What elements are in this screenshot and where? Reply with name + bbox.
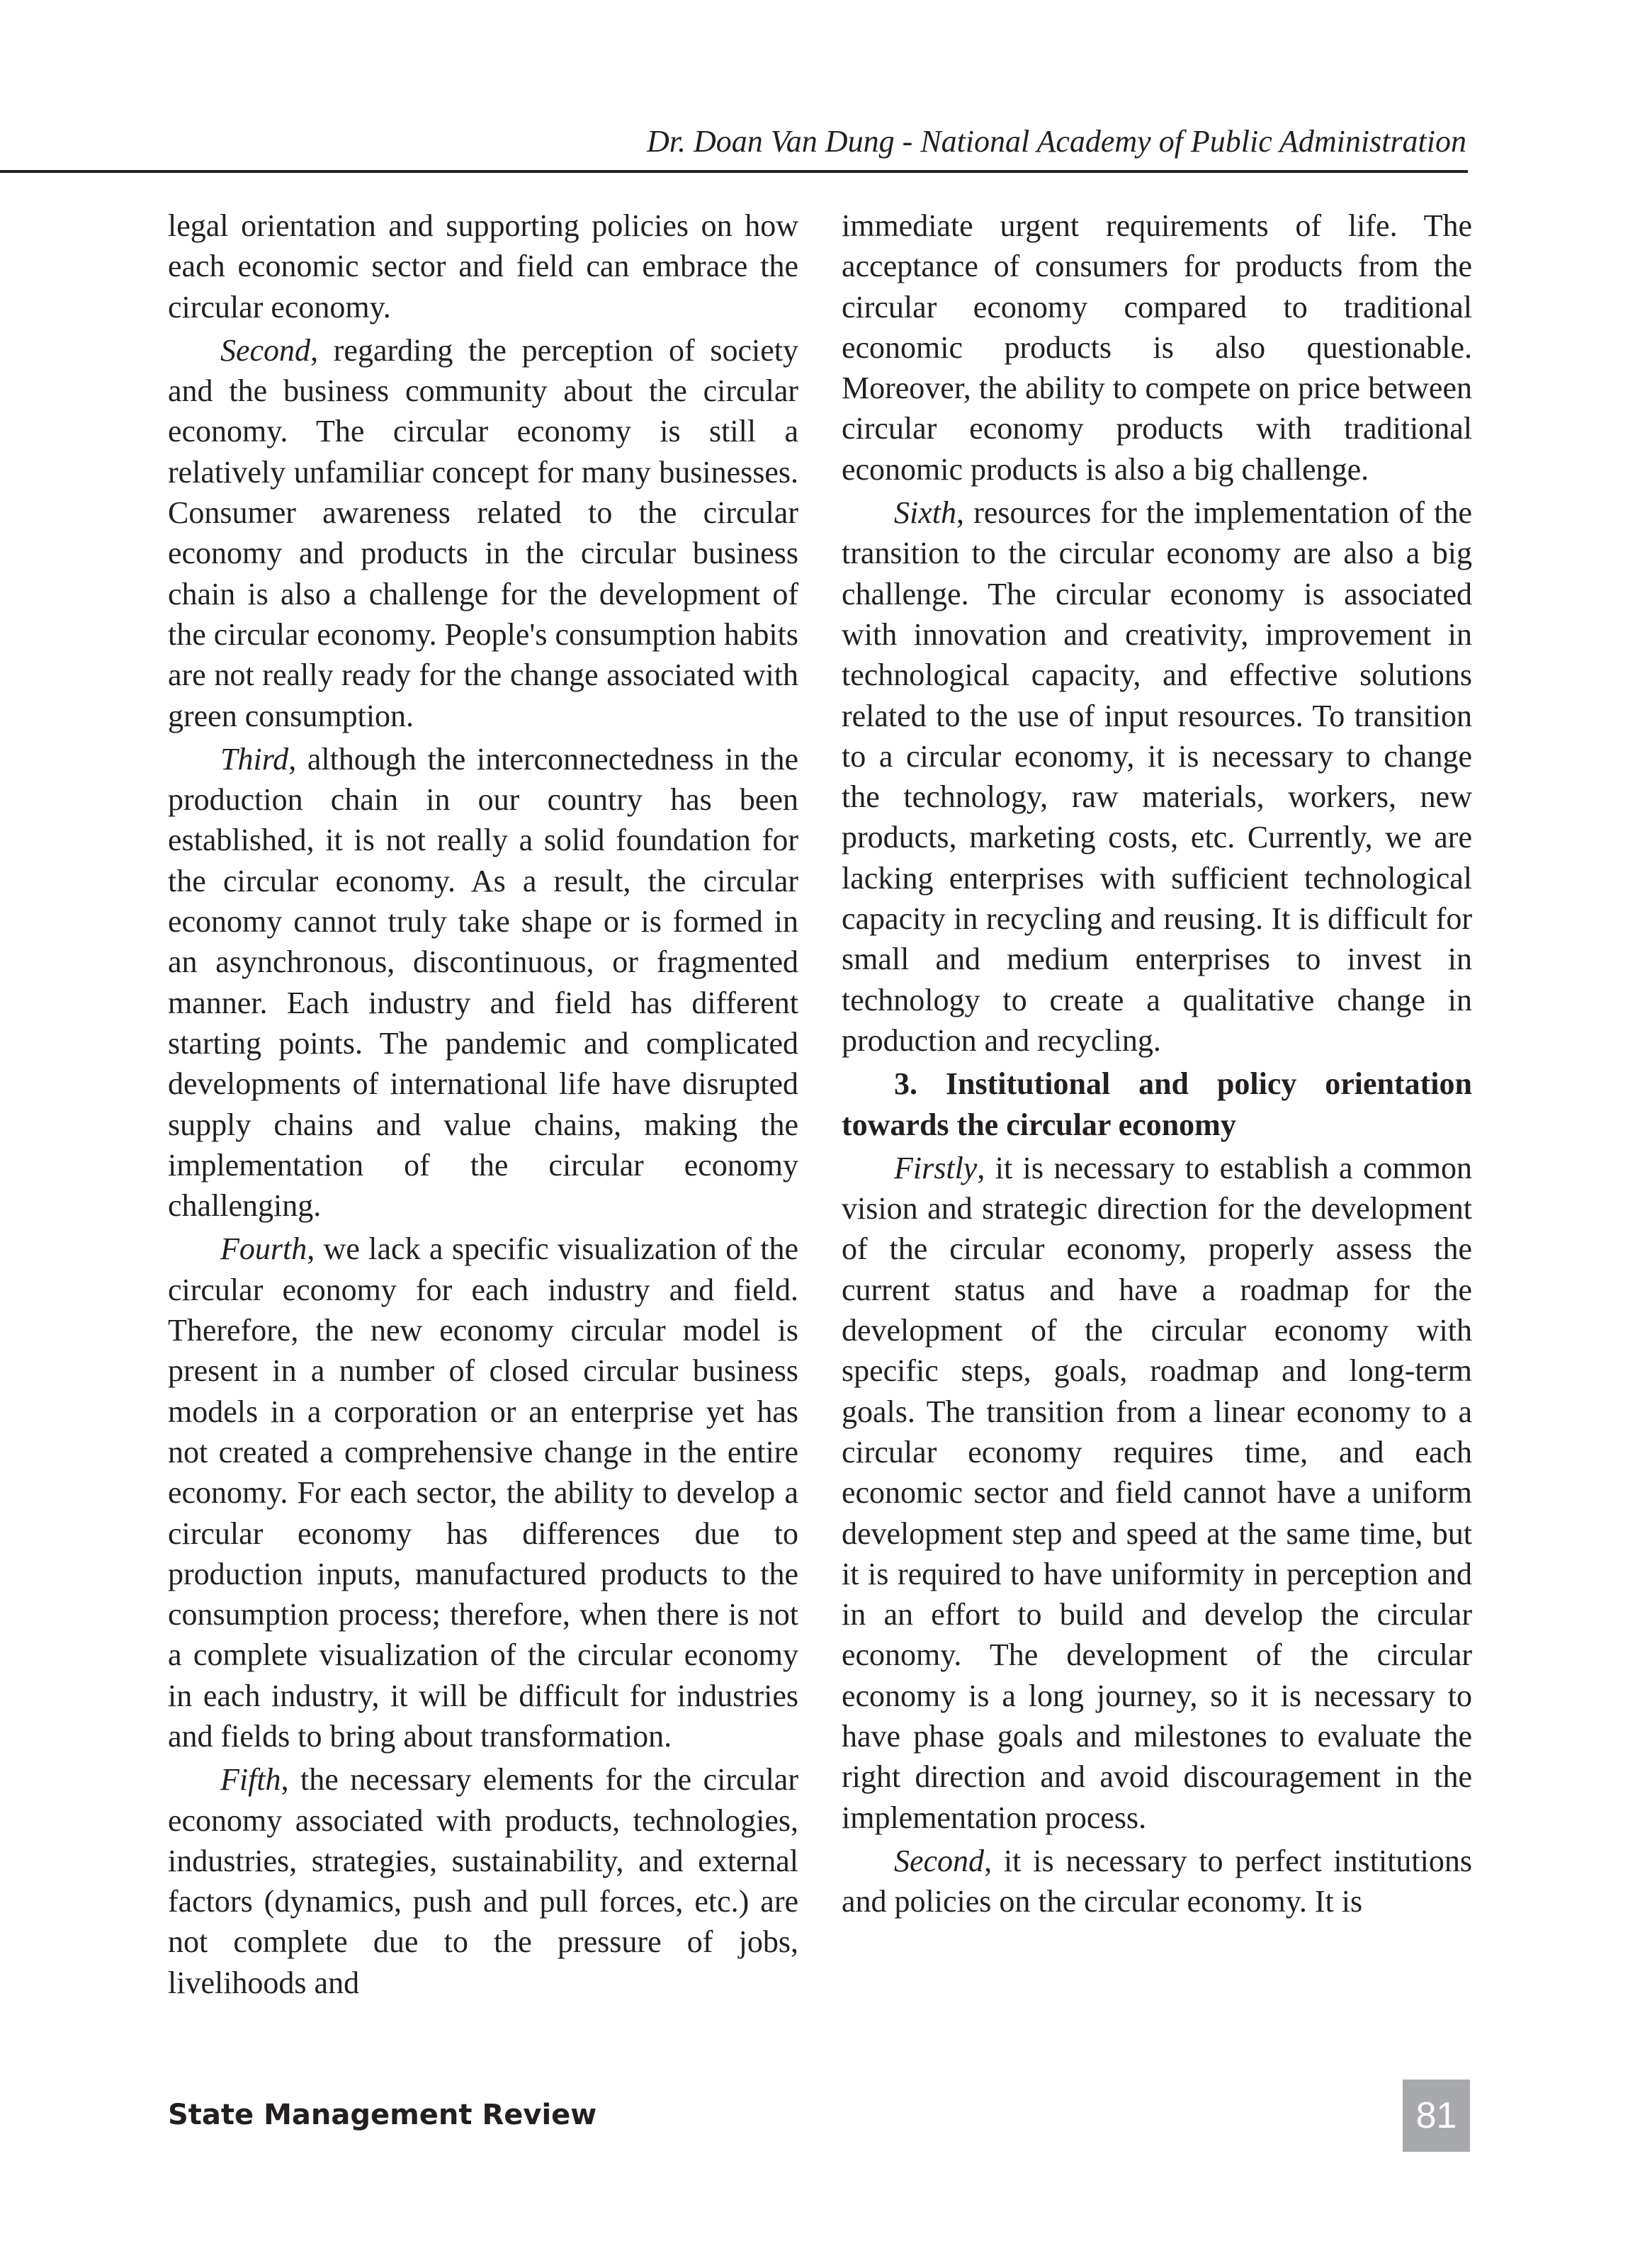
paragraph-firstly xyxy=(842,1148,1472,1838)
paragraph-text: , it is necessary to perfect institutions and policies on the circular economy. It is xyxy=(842,1843,1472,1919)
left-column xyxy=(168,205,798,2006)
paragraph-third xyxy=(168,739,798,1226)
paragraph-text: , we lack a specific visualization of the circular economy for each industry and field. Therefore, the new economy circular model is present in a number of closed circular business models in a corporation or an enterprise yet has not created a comprehensive change in the entire economy. For each sector, the ability to develop a circular economy has differences due to production inputs, manufactured products to the consumption process; therefore, when there is not a complete visualization of the circular economy in each industry, it will be difficult for industries and fields to bring about transformation. xyxy=(168,1231,798,1754)
paragraph-lead-word: Fifth xyxy=(220,1762,281,1798)
paragraph-lead-word: Fourth xyxy=(220,1231,307,1267)
paragraph-continuation xyxy=(168,205,798,327)
paragraph-second-orientation xyxy=(842,1841,1472,1922)
paragraph-text: , resources for the implementation of the transition to the circular economy are also a big challenge. The circular economy is associated with innovation and creativity, improvement in technological capacity, and effective solutions related to the use of input resources. To transition to a circular economy, it is necessary to change the technology, raw materials, workers, new products, marketing costs, etc. Currently, we are lacking enterprises with sufficient technological capacity in recycling and reusing. It is difficult for small and medium enterprises to invest in technology to create a qualitative change in production and recycling. xyxy=(842,495,1472,1058)
paragraph-lead-word: Second xyxy=(220,332,311,368)
paragraph-text: , regarding the perception of society and the business community about the circular economy. The circular economy is still a relatively unfamiliar concept for many businesses. Consumer awareness related to the circular economy and products in the circular business chain is also a challenge for the development of the circular economy. People's consumption habits are not really ready for the change associated with green consumption. xyxy=(168,332,798,733)
paragraph-continuation xyxy=(842,205,1472,490)
section-heading: 3. Institutional and policy orientation towards the circular economy xyxy=(842,1066,1472,1142)
paragraph-sixth xyxy=(842,492,1472,1061)
paragraph-lead-word: Firstly xyxy=(894,1150,978,1185)
paragraph-text: , although the interconnectedness in the production chain in our country has been established, it is not really a solid foundation for the circular economy. As a result, the circular economy cannot truly take shape or is formed in an asynchronous, discontinuous, or fragmented manner. Each industry and field has different starting points. The pandemic and complicated developments of international life have disrupted supply chains and value chains, making the implementation of the circular economy challenging. xyxy=(168,741,798,1224)
header-rule xyxy=(0,170,1468,173)
right-column xyxy=(842,205,1472,1924)
paragraph-fifth xyxy=(168,1759,798,2003)
paragraph-lead-word: Third xyxy=(220,741,289,777)
page-number: 81 xyxy=(1403,2080,1470,2152)
paragraph-lead-word: Second xyxy=(894,1843,985,1878)
paragraph-fourth xyxy=(168,1229,798,1756)
paragraph-lead-word: Sixth xyxy=(894,495,956,531)
paragraph-text: , the necessary elements for the circular economy associated with products, technologies, industries, strategies, sustainability, and external factors (dynamics, push and pull forces, etc.) are not complete due to the pressure of jobs, livelihoods and xyxy=(168,1762,798,2000)
paragraph-text: , it is necessary to establish a common vision and strategic direction for the development of the circular economy, properly assess the current status and have a roadmap for the development of the circular economy with specific steps, goals, roadmap and long-term goals. The transition from a linear economy to a circular economy requires time, and each economic sector and field cannot have a uniform development step and speed at the same time, but it is required to have uniformity in perception and in an effort to build and develop the circular economy. The development of the circular economy is a long journey, so it is necessary to have phase goals and milestones to evaluate the right direction and avoid discouragement in the implementation process. xyxy=(842,1150,1472,1835)
paragraph-second xyxy=(168,330,798,736)
running-header: Dr. Doan Van Dung - National Academy of Public Administration xyxy=(647,124,1466,159)
journal-name: State Management Review xyxy=(168,2099,597,2131)
paragraph-text: legal orientation and supporting policies on how each economic sector and field can embrace the circular economy. xyxy=(168,208,798,325)
paragraph-text: immediate urgent requirements of life. The acceptance of consumers for products from the circular economy compared to traditional economic products is also questionable. Moreover, the ability to compete on price between circular economy products with traditional economic products is also a big challenge. xyxy=(842,208,1472,487)
